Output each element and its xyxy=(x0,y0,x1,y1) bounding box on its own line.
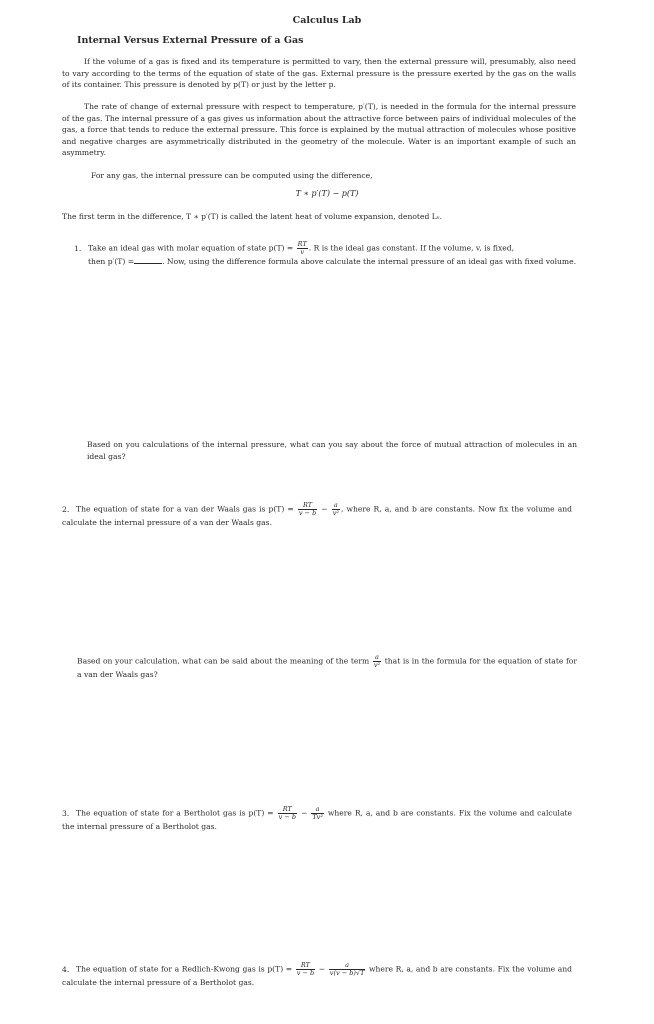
lab-title: Calculus Lab xyxy=(292,15,362,26)
denominator: v xyxy=(300,248,305,256)
minus-sign: − xyxy=(300,808,308,818)
answer-blank[interactable] xyxy=(134,256,162,264)
problem-text: The equation of state for a van der Waals gas is p(T) = xyxy=(76,504,294,514)
problem-text: . R is the ideal gas constant. If the volume, v, is fixed, xyxy=(308,243,515,253)
problem-text: Take an ideal gas with molar equation of state p(T) = xyxy=(88,243,294,253)
problem-text: . Now, using the difference formula above calculate the internal pressure of an ideal gas with fixed volume. xyxy=(162,257,577,266)
problem-3 xyxy=(62,806,572,833)
numerator: RT xyxy=(297,240,307,248)
denominator: v − b xyxy=(296,969,315,977)
denominator: v² xyxy=(332,509,340,517)
problem-text: then p′(T) = xyxy=(88,257,135,266)
intro-paragraph-3: For any gas, the internal pressure can be computed using the difference, xyxy=(91,171,373,180)
numerator: RT xyxy=(278,806,297,814)
intro-paragraph-2: The rate of change of external pressure with respect to temperature, p′(T), is needed in the formula for the internal pressure of the gas. The internal pressure of a gas gives us information about the attractive force between pairs of individual molecules of the gas, a force that tends to reduce the external pressure. This force is explained by the mutual attraction of molecules whose positive and negative charges are asymmetrically distributed in the geometry of the molecule. Water is an important example of such an asymmetry. xyxy=(62,102,576,157)
fraction xyxy=(373,654,381,669)
problem-2 xyxy=(62,502,572,529)
problem-number: 2. xyxy=(62,504,70,514)
fraction xyxy=(311,806,324,821)
problem-text: where R, a, and b are constants. Fix the volume and calculate the internal pressure of a Bertholot gas. xyxy=(62,808,573,831)
problem-number: 1. xyxy=(74,243,82,253)
problem-number: 3. xyxy=(62,808,70,818)
denominator: v − b xyxy=(298,509,317,517)
problem-number: 4. xyxy=(62,964,70,974)
followup-text: that is in the formula for the equation of state for a van der Waals gas? xyxy=(77,656,577,679)
minus-sign: − xyxy=(321,504,328,514)
section-title: Internal Versus External Pressure of a Gas xyxy=(77,35,304,46)
problem-1 xyxy=(74,241,578,268)
fraction xyxy=(296,962,315,977)
denominator: v(v − b)√T xyxy=(329,969,365,977)
numerator: a xyxy=(332,502,340,510)
fraction xyxy=(298,502,317,517)
problem-4 xyxy=(62,962,572,989)
fraction xyxy=(332,502,340,517)
numerator: RT xyxy=(296,962,315,970)
problem-2-followup xyxy=(77,654,577,681)
intro-paragraph-1: If the volume of a gas is fixed and its temperature is permitted to vary, then the external pressure will, presumably, also need to vary according to the terms of the equation of state of the gas. External pressure is the pressure exerted by the gas on the walls of its container. This pressure is denoted by p(T) or just by the letter p. xyxy=(62,57,576,89)
problem-text: The equation of state for a Bertholot gas is p(T) = xyxy=(76,808,274,818)
numerator: a xyxy=(373,654,381,662)
fraction xyxy=(329,962,366,977)
denominator: v − b xyxy=(278,813,297,821)
difference-equation: T ∗ p′(T) − p(T) xyxy=(295,189,359,198)
problem-text: where R, a, and b are constants. Fix the volume and calculate the internal pressure of a Bertholot gas. xyxy=(62,964,572,987)
denominator: v² xyxy=(373,661,381,669)
problem-text: , where R, a, and b are constants. Now fix the volume and calculate the internal pressure of a van der Waals gas. xyxy=(62,504,572,527)
numerator: a xyxy=(329,962,366,970)
numerator: RT xyxy=(298,502,317,510)
problem-1-followup: Based on you calculations of the internal pressure, what can you say about the force of mutual attraction of molecules in an ideal gas? xyxy=(87,440,577,461)
fraction xyxy=(278,806,297,821)
denominator: Tv² xyxy=(312,813,323,821)
problem-text: The equation of state for a Redlich-Kwong gas is p(T) = xyxy=(76,964,293,974)
minus-sign: − xyxy=(318,964,326,974)
intro-paragraph-4: The first term in the difference, T ∗ p′(T) is called the latent heat of volume expansion, denoted Lᵥ. xyxy=(62,212,443,221)
numerator: a xyxy=(311,806,324,814)
fraction xyxy=(297,241,308,256)
followup-text: Based on your calculation, what can be said about the meaning of the term xyxy=(77,656,370,666)
